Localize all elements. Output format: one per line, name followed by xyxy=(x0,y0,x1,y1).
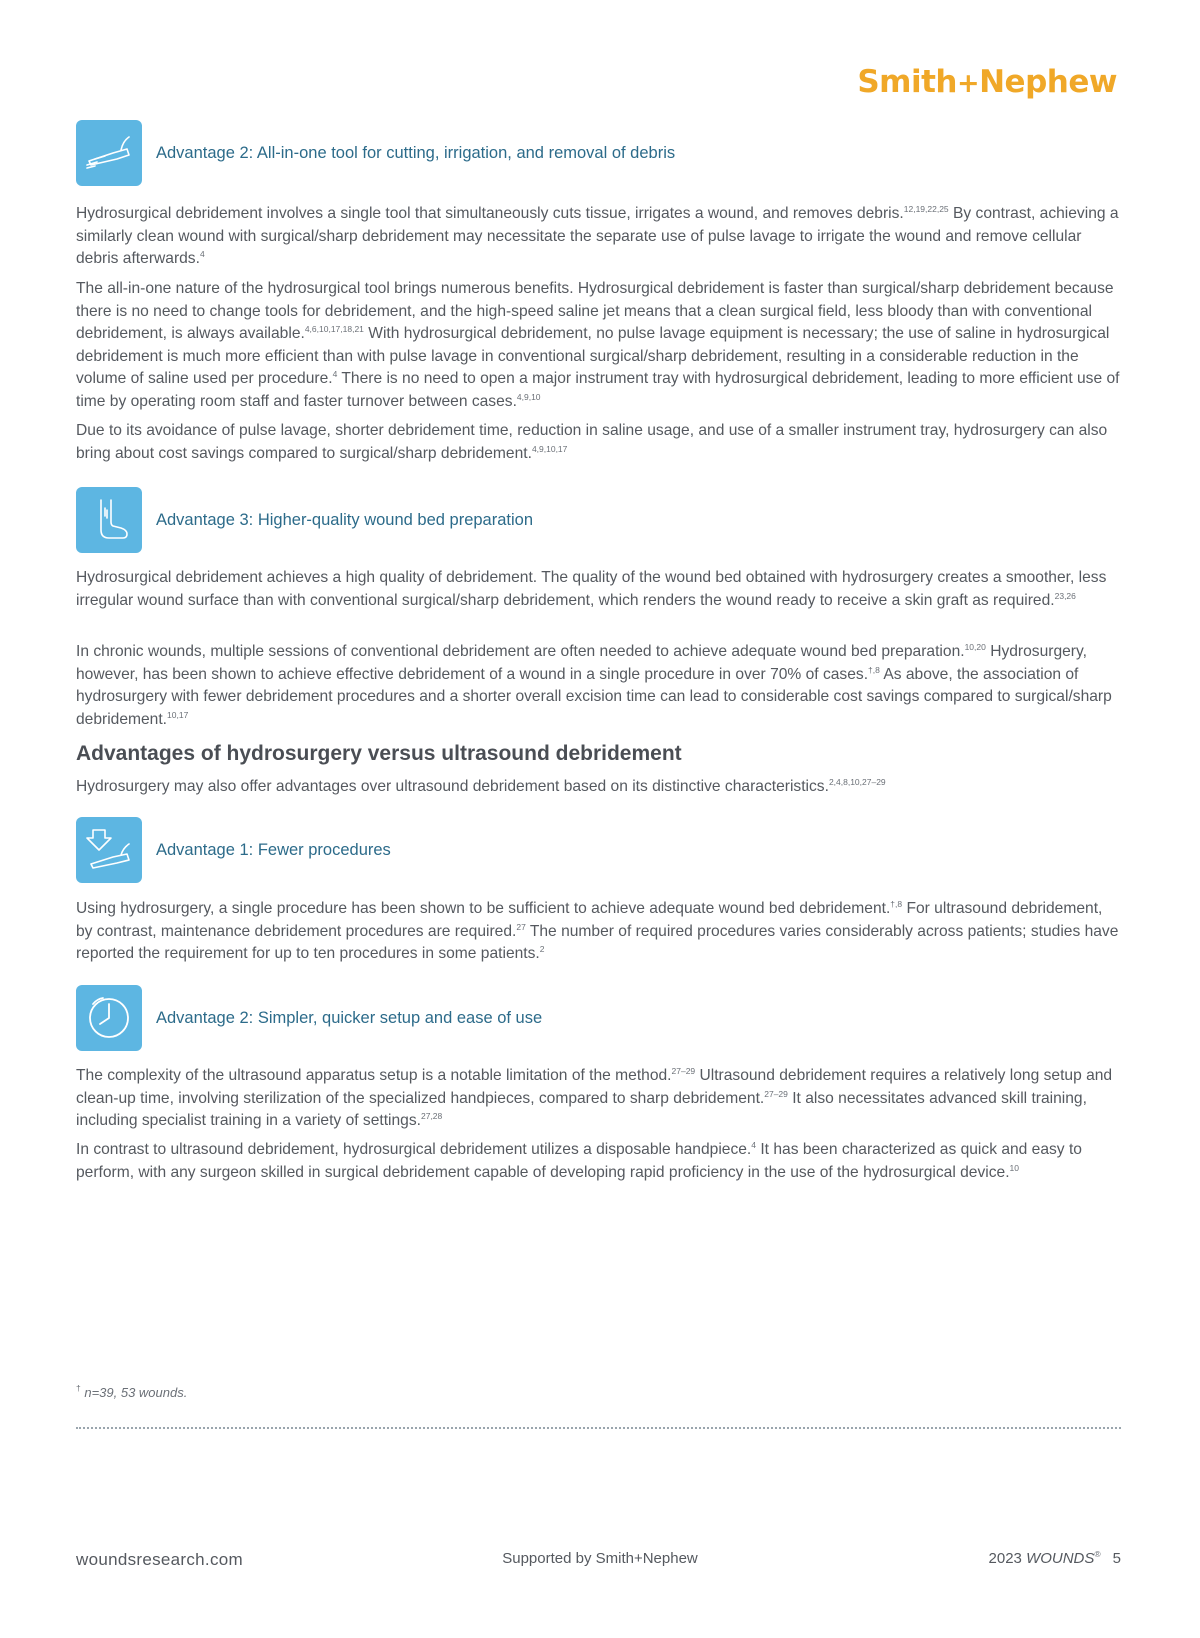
advantage-title: Advantage 2: All-in-one tool for cutting, irrigation, and removal of debris xyxy=(156,143,676,162)
advantage-title: Advantage 3: Higher-quality wound bed preparation xyxy=(156,510,534,529)
footer-website[interactable]: woundsresearch.com xyxy=(76,1550,243,1569)
advantage-wound-bed-header xyxy=(76,487,533,553)
foot-icon xyxy=(76,487,142,553)
paragraph: In contrast to ultrasound debridement, hydrosurgical debridement utilizes a disposable handpiece.$^4$ It has been characterized as quick and easy to perform, with any surgeon skilled in surgical debridement capable of developing rapid proficiency in the use of the hydrosurgical device.$^{10}$ xyxy=(76,1140,1082,1181)
paragraph: Due to its avoidance of pulse lavage, shorter debridement time, reduction in saline usage, and use of a smaller instrument tray, hydrosurgery can also bring about cost savings compared to surgical/sharp debridement.$^{4,9,10,17}$ xyxy=(76,422,1108,462)
paragraph: Using hydrosurgery, a single procedure has been shown to be sufficient to achieve adequate wound bed debridement.$^{\dagger,8}$ For ultrasound debridement, by contrast, maintenance debridement procedures are required.$^{27}$ The number of required procedures varies considerably across patients; studies have reported the requirement for up to ten procedures in some patients.$^2$ xyxy=(76,899,1119,962)
handpiece-icon xyxy=(76,120,142,186)
footer-page-info: 2023 WOUNDS® 5 xyxy=(988,1549,1121,1567)
advantage-simpler-setup-header xyxy=(76,985,542,1051)
divider xyxy=(76,1427,1121,1429)
section-heading: Advantages of hydrosurgery versus ultrasound debridement xyxy=(76,742,682,765)
paragraph: In chronic wounds, multiple sessions of conventional debridement are often needed to achieve adequate wound bed preparation.$^{10,20}$ Hydrosurgery, however, has been shown to achieve effective debridement of a wound in a single procedure in over 70% of cases.$^{\dagger,8}$ As above, the association of hydrosurgery with fewer debridement procedures and a shorter overall excision time can lead to considerable cost savings compared to surgical/sharp debridement.$^{10,17}$ xyxy=(76,642,1112,728)
paragraph: Hydrosurgical debridement achieves a high quality of debridement. The quality of the wound bed obtained with hydrosurgery creates a smoother, less irregular wound surface than with conventional surgical/sharp debridement, which renders the wound ready to receive a skin graft as required.$^{23,26}$ xyxy=(76,569,1107,609)
page-number: 5 xyxy=(1112,1550,1121,1567)
paragraph: Hydrosurgery may also offer advantages over ultrasound debridement based on its distinctive characteristics.$^{2,4,8,10,27-29}$ xyxy=(76,777,886,795)
advantage-all-in-one-header xyxy=(76,120,675,186)
footer-supported-by: Supported by Smith+Nephew xyxy=(502,1550,698,1567)
advantage-fewer-procedures-header xyxy=(76,817,391,883)
footnote: † n=39, 53 wounds. xyxy=(76,1383,188,1400)
smith-nephew-logo: Smith+Nephew xyxy=(857,64,1117,100)
advantage-title: Advantage 1: Fewer procedures xyxy=(156,840,391,859)
fewer-procedures-icon xyxy=(76,817,142,883)
advantage-title: Advantage 2: Simpler, quicker setup and ease of use xyxy=(156,1008,543,1027)
paragraph: Hydrosurgical debridement involves a single tool that simultaneously cuts tissue, irrigates a wound, and removes debris.$^{12,19,22,25}$ By contrast, achieving a similarly clean wound with surgical/sharp debridement may necessitate the separate use of pulse lavage to irrigate the wound and remove cellular debris afterwards.$^4$ xyxy=(76,204,1119,267)
clock-icon xyxy=(76,985,142,1051)
paragraph: The all-in-one nature of the hydrosurgical tool brings numerous benefits. Hydrosurgical debridement is faster than surgical/sharp debridement because there is no need to change tools for debridement, and the high-speed saline jet means that a clean surgical field, less bloody than with conventional debridement, is always available.$^{4,6,10,17,18,21}$ With hydrosurgical debridement, no pulse lavage equipment is necessary; the use of saline in hydrosurgical debridement is much more efficient than with pulse lavage in conventional surgical/sharp debridement, resulting in a considerable reduction in the volume of saline used per procedure.$^4$ There is no need to open a major instrument tray with hydrosurgical debridement, leading to more efficient use of time by operating room staff and faster turnover between cases.$^{4,9,10}$ xyxy=(76,280,1120,410)
paragraph: The complexity of the ultrasound apparatus setup is a notable limitation of the method.$^{27-29}$ Ultrasound debridement requires a relatively long setup and clean-up time, involving sterilization of the specialized handpieces, compared to sharp debridement.$^{27-29}$ It also necessitates advanced skill training, including specialist training in a variety of settings.$^{27,28}$ xyxy=(76,1066,1113,1129)
